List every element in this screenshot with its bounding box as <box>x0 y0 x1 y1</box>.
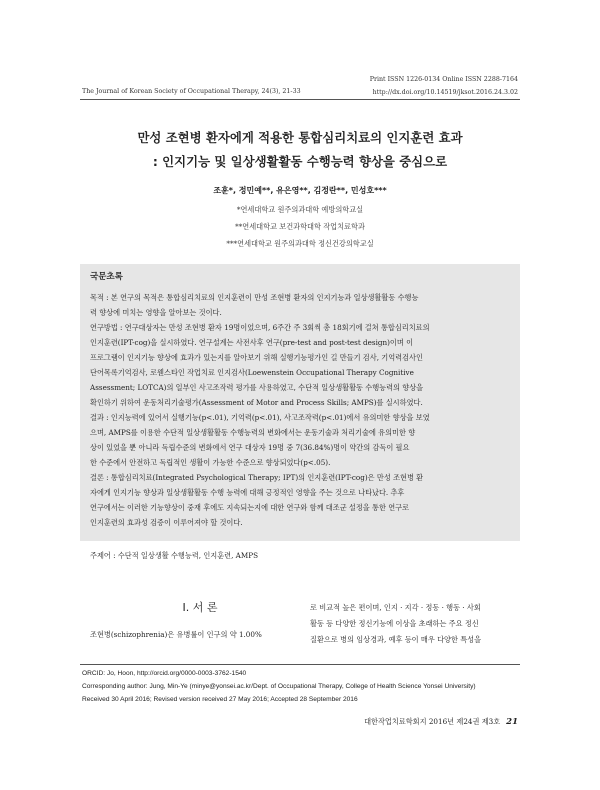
abstract-line: 으며, AMPS를 이용한 수단적 일상생활활동 수행능력의 변화에서는 운동기술과 처리기술에 유의미한 향 <box>90 428 416 437</box>
abstract-line: 프로그램이 인지기능 향상에 효과가 있는지를 알아보기 위해 실행기능평가인 길 만들기 검사, 기억력검사인 <box>90 353 423 362</box>
abstract-line: 결과 : 인지능력에 있어서 실행기능(p<.01), 기억력(p<.01), 사고조작력(p<.01)에서 유의미한 향상을 보였 <box>90 413 430 422</box>
abstract-line: 결론 : 통합심리치료(Integrated Psychological Therapy; IPT)의 인지훈련(IPT-cog)은 만성 조현병 환 <box>90 473 424 482</box>
abstract-line: Assessment; LOTCA)의 일부인 사고조작력 평가를 사용하였고, 수단적 일상생활활동 수행능력의 향상을 <box>90 383 424 392</box>
abstract-line: 상이 있었을 뿐 아니라 독립수준의 변화에서 연구 대상자 19명 중 7(36.84%)명이 약간의 감독이 필요 <box>90 443 410 452</box>
abstract-line: 연구에서는 이러한 기능향상이 중재 후에도 지속되는지에 대한 연구와 함께 대조군 설정을 통한 연구로 <box>90 503 410 512</box>
footnote-received: Received 30 April 2016; Revised version received 27 May 2016; Accepted 28 September 2016 <box>82 696 358 703</box>
abstract-line: 목적 : 본 연구의 목적은 통합심리치료의 인지훈련이 만성 조현병 환자의 인지기능과 일상생활활동 수행능 <box>90 293 419 302</box>
body-right-line: 로 비교적 높은 편이며, 인지 · 지각 · 정동 · 행동 · 사회 <box>310 603 481 612</box>
journal-footer <box>364 717 518 727</box>
author-list: 조훈*, 정민예**, 유은영**, 김정란**, 민성호*** <box>213 186 387 195</box>
body-left-line: 조현병(schizophrenia)은 유병률이 인구의 약 1.00% <box>90 630 262 639</box>
body-right-line: 질환으로 병의 임상경과, 예후 등이 매우 다양한 특성을 <box>310 635 482 644</box>
footnote-rule <box>80 664 520 665</box>
paper-title-line2: : 인지기능 및 일상생활활동 수행능력 향상을 중심으로 <box>152 154 448 169</box>
keywords: 주제어 : 수단적 일상생활 수행능력, 인지훈련, AMPS <box>90 551 258 560</box>
abstract-line: 한 수준에서 안전하고 독립적인 생활이 가능한 수준으로 향상되었다(p<.05). <box>90 458 331 467</box>
abstract-line: 인지훈련의 효과성 검증이 이루어져야 할 것이다. <box>90 518 243 527</box>
body-right-line: 활동 등 다양한 정신기능에 이상을 초래하는 주요 정신 <box>310 619 479 628</box>
abstract-line: 자에게 인지기능 향상과 일상생활활동 수행 능력에 대해 긍정적인 영향을 주는 것으로 나타났다. 추후 <box>90 488 405 497</box>
issn-doi <box>370 73 518 99</box>
section-heading: Ⅰ. 서 론 <box>182 601 218 614</box>
affiliation-1: *연세대학교 원주의과대학 예방의학교실 <box>236 205 364 214</box>
paper-title-line1: 만성 조현병 환자에게 적용한 통합심리치료의 인지훈련 효과 <box>137 130 463 145</box>
abstract-line: 인지훈련(IPT-cog)을 실시하였다. 연구설계는 사전사후 연구(pre-test and post-test design)이며 이 <box>90 338 414 347</box>
abstract-line: 연구방법 : 연구대상자는 만성 조현병 환자 19명이었으며, 6주간 주 3회씩 총 18회기에 걸쳐 통합심리치료의 <box>90 323 430 332</box>
footnote-corresponding: Corresponding author: Jung, Min-Ye (minye@yonsei.ac.kr/Dept. of Occupational Therapy, College of Health Science Yonsei University) <box>82 683 476 690</box>
issn-line: Print ISSN 1226-0134 Online ISSN 2288-7164 <box>369 76 518 83</box>
journal-citation: The Journal of Korean Society of Occupational Therapy, 24(3), 21-33 <box>82 88 301 95</box>
abstract-heading: 국문초록 <box>90 272 123 282</box>
affiliation-3: ***연세대학교 원주의과대학 정신건강의학교실 <box>226 239 374 248</box>
footnote-orcid: ORCID: Jo, Hoon, http://orcid.org/0000-0003-3762-1540 <box>82 670 247 677</box>
page-number: 21 <box>506 717 518 727</box>
abstract-line: 력 향상에 미치는 영향을 알아보는 것이다. <box>90 308 222 317</box>
journal-footer-name: 대한작업치료학회지 2016년 제24권 제3호 <box>364 717 501 726</box>
affiliation-2: **연세대학교 보건과학대학 작업치료학과 <box>235 222 365 231</box>
abstract-line: 단어목록기억검사, 로웬스타인 작업치료 인지검사(Loewenstein Occupational Therapy Cognitive <box>90 368 414 377</box>
abstract-line: 확인하기 위하여 운동처리기술평가(Assessment of Motor and Process Skills; AMPS)를 실시하였다. <box>90 398 423 407</box>
header-rule <box>80 99 520 100</box>
doi-line: http://dx.doi.org/10.14519/jksot.2016.24.3.02 <box>372 89 518 96</box>
